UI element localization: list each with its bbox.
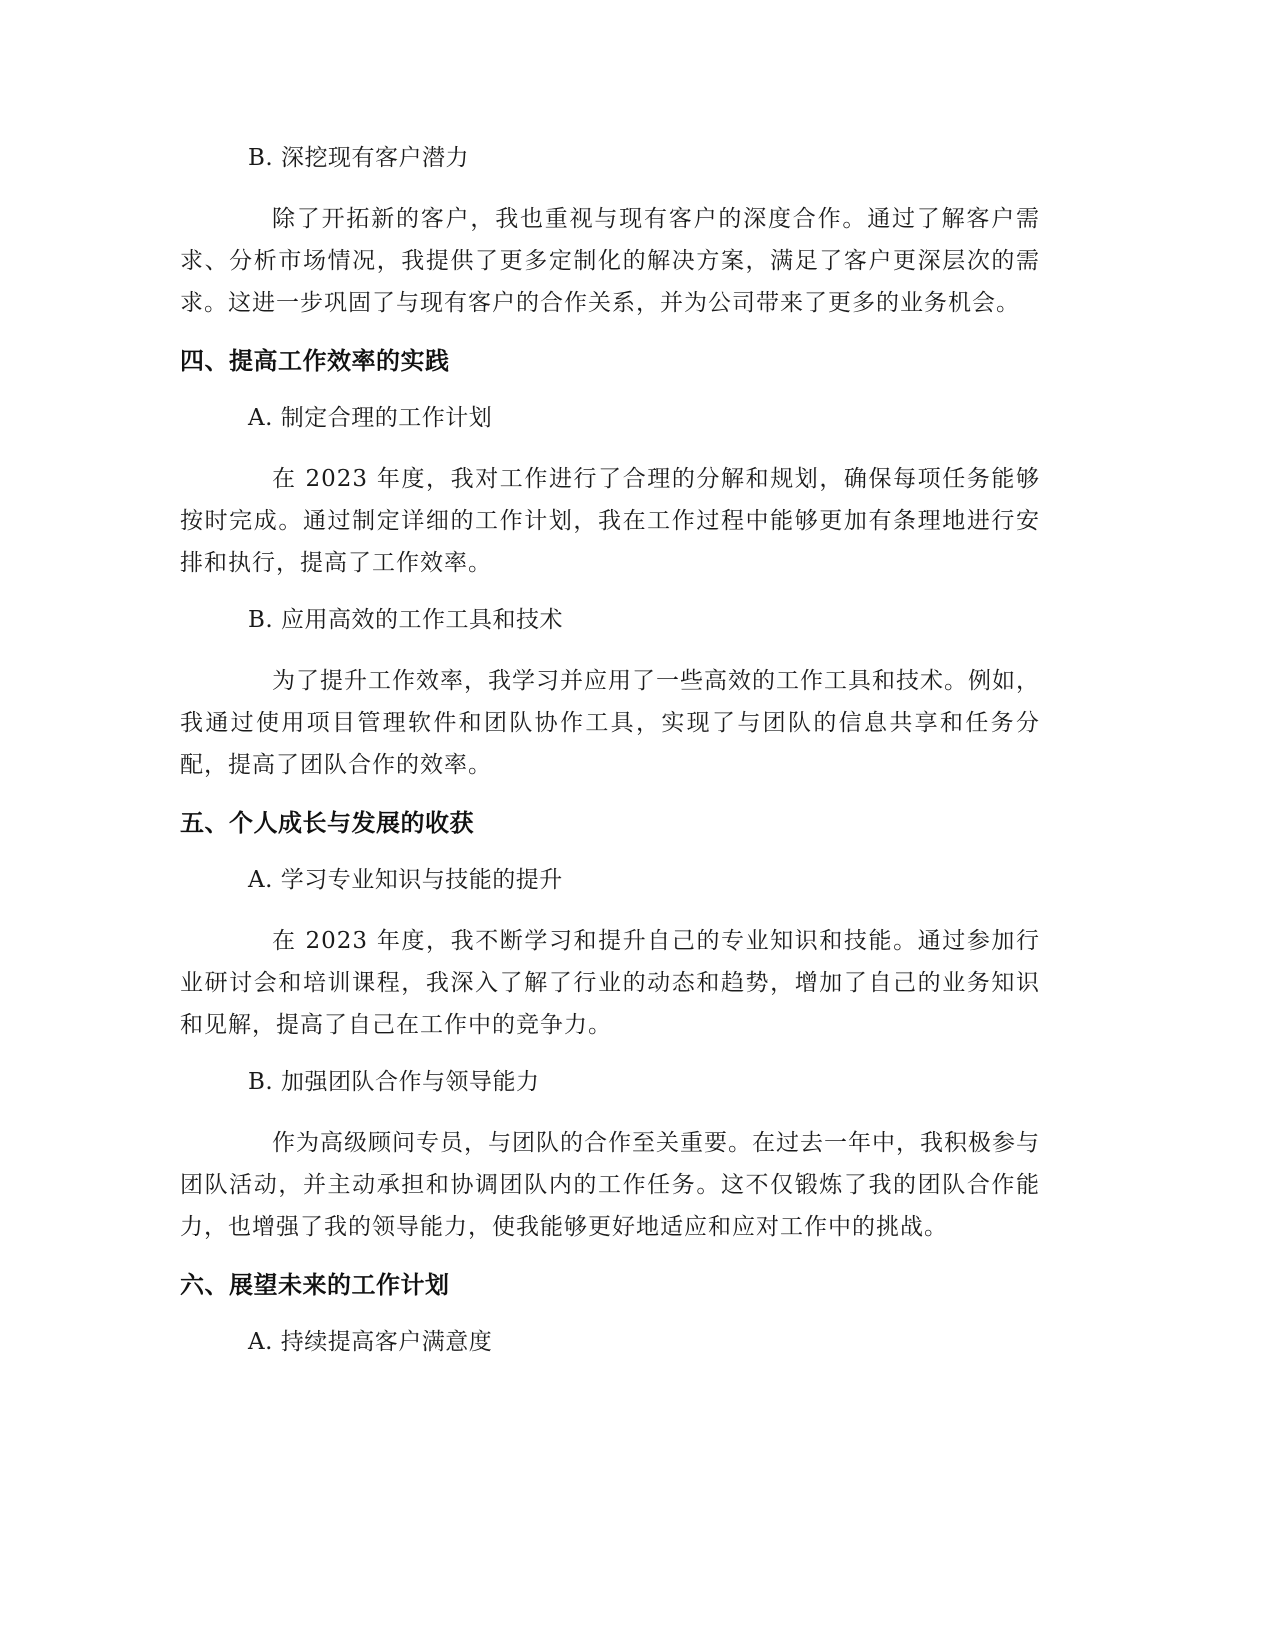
paragraph: 作为高级顾问专员，与团队的合作至关重要。在过去一年中，我积极参与团队活动，并主动承担和协调团队内的工作任务。这不仅锻炼了我的团队合作能力，也增强了我的领导能力，使我能够更好地适应和应对工作中的挑战。 [180, 1130, 1040, 1240]
paragraph: 为了提升工作效率，我学习并应用了一些高效的工作工具和技术。例如，我通过使用项目管理软件和团队协作工具，实现了与团队的信息共享和任务分配，提高了团队合作的效率。 [180, 668, 1040, 778]
section-heading: 六、展望未来的工作计划 [180, 1271, 450, 1299]
paragraph: 在 2023 年度，我不断学习和提升自己的专业知识和技能。通过参加行业研讨会和培训课程，我深入了解了行业的动态和趋势，增加了自己的业务知识和见解，提高了自己在工作中的竞争力。 [180, 928, 1040, 1038]
paragraph: 在 2023 年度，我对工作进行了合理的分解和规划，确保每项任务能够按时完成。通过制定详细的工作计划，我在工作过程中能够更加有条理地进行安排和执行，提高了工作效率。 [180, 466, 1040, 576]
subsection-title: B. 加强团队合作与领导能力 [248, 1069, 540, 1095]
subsection-title: A. 持续提高客户满意度 [248, 1329, 493, 1355]
subsection-title: A. 制定合理的工作计划 [248, 405, 493, 431]
document-body [180, 140, 1040, 1382]
section-heading: 四、提高工作效率的实践 [180, 347, 450, 375]
paragraph: 除了开拓新的客户，我也重视与现有客户的深度合作。通过了解客户需求、分析市场情况，我提供了更多定制化的解决方案，满足了客户更深层次的需求。这进一步巩固了与现有客户的合作关系，并为公司带来了更多的业务机会。 [180, 206, 1040, 316]
section-heading: 五、个人成长与发展的收获 [180, 809, 474, 837]
subsection-title: A. 学习专业知识与技能的提升 [248, 867, 563, 893]
subsection-title: B. 应用高效的工作工具和技术 [248, 607, 564, 633]
subsection-title: B. 深挖现有客户潜力 [248, 145, 470, 171]
